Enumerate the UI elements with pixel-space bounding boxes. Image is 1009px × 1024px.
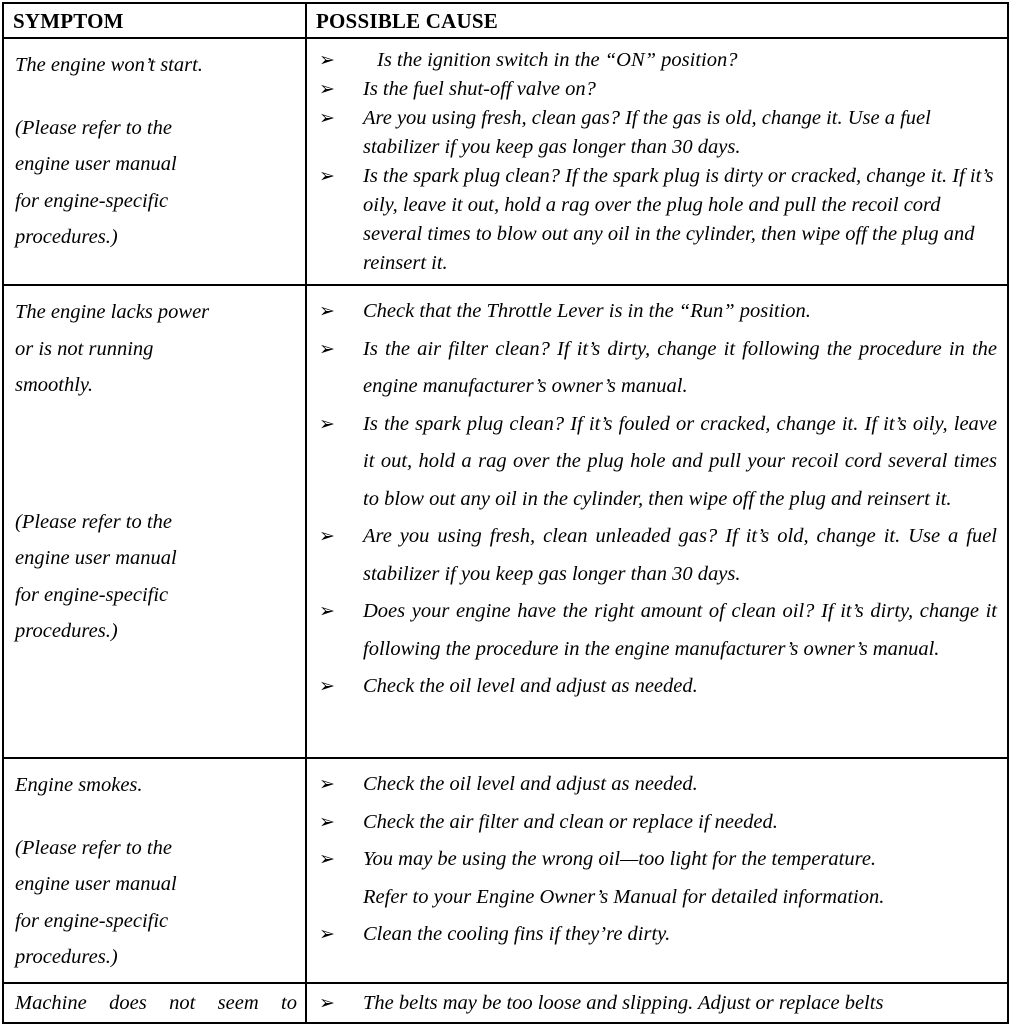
table-header-row <box>3 3 1008 38</box>
header-cell-cause <box>306 3 1008 38</box>
cause-list-4 <box>307 988 997 1018</box>
list-item <box>307 75 997 104</box>
symptom-line: smoothly. <box>15 374 94 396</box>
symptom-line: The engine lacks power <box>15 301 210 323</box>
list-item <box>307 988 997 1018</box>
symptom-cell-1 <box>3 38 306 285</box>
list-item <box>307 104 997 162</box>
symptom-line: or is not running <box>15 337 154 360</box>
list-item <box>307 293 997 331</box>
list-item <box>307 916 997 954</box>
note-line: engine user manual <box>15 547 177 569</box>
list-item <box>307 331 997 406</box>
list-item-text: Are you using fresh, clean unleaded gas? If it’s old, change it. Use a fuel stabilizer if you keep gas longer than 30 days. <box>363 525 997 585</box>
list-item <box>307 593 997 668</box>
list-item-text: Is the spark plug clean? If it’s fouled or cracked, change it. If it’s oily, leave it out, hold a rag over the plug hole and pull your recoil cord several times to blow out any oil in the cylinder, then wipe off the plug and reinsert it. <box>363 412 997 510</box>
symptom-line: The engine won’t start. <box>15 54 203 76</box>
arrow-bullet-icon: ➢ <box>319 810 335 833</box>
arrow-bullet-icon: ➢ <box>319 991 335 1014</box>
list-item-text: Check the oil level and adjust as needed. <box>363 773 698 795</box>
symptom-text-4 <box>4 984 305 1018</box>
list-item-text: Is the fuel shut-off valve on? <box>363 78 596 100</box>
troubleshooting-table <box>2 2 1009 1024</box>
arrow-bullet-icon: ➢ <box>319 300 335 322</box>
symptom-cell-4 <box>3 983 306 1023</box>
note-line: (Please refer to the <box>15 836 172 859</box>
table-row <box>3 983 1008 1023</box>
symptom-line: Machine does not seem to <box>15 991 297 1014</box>
arrow-bullet-icon: ➢ <box>319 107 335 129</box>
arrow-bullet-icon: ➢ <box>319 675 335 697</box>
note-line: (Please refer to the <box>15 116 172 139</box>
note-line: for engine-specific <box>15 909 169 932</box>
list-item-text: Are you using fresh, clean gas? If the gas is old, change it. Use a fuel stabilizer if you keep gas longer than 30 days. <box>363 107 931 158</box>
note-line: procedures.) <box>15 226 118 248</box>
table-row <box>3 758 1008 983</box>
list-item <box>307 518 997 593</box>
spacer <box>15 804 297 830</box>
column-header-symptom: SYMPTOM <box>13 9 124 33</box>
arrow-bullet-icon: ➢ <box>319 848 335 870</box>
symptom-line: Engine smokes. <box>15 774 143 796</box>
column-header-possible-cause: POSSIBLE CAUSE <box>316 9 498 33</box>
note-line: for engine-specific <box>15 583 169 606</box>
symptom-text-1 <box>4 39 305 262</box>
spacer <box>15 84 297 110</box>
note-line: engine user manual <box>15 153 177 175</box>
list-item <box>307 804 997 842</box>
cause-text-1 <box>307 39 1007 284</box>
cause-cell-3 <box>306 758 1008 983</box>
list-item <box>307 162 997 278</box>
list-item-text: Check the oil level and adjust as needed. <box>363 675 698 697</box>
note-line: engine user manual <box>15 873 177 895</box>
note-line: for engine-specific <box>15 189 169 212</box>
symptom-text-3 <box>4 759 305 982</box>
arrow-bullet-icon: ➢ <box>319 49 335 71</box>
arrow-bullet-icon: ➢ <box>319 600 335 622</box>
list-item-text: Does your engine have the right amount of clean oil? If it’s dirty, change it following the procedure in the engine manufacturer’s owner’s manual. <box>363 600 997 660</box>
list-item-text: Is the ignition switch in the “ON” position? <box>377 49 738 71</box>
arrow-bullet-icon: ➢ <box>319 923 335 945</box>
list-item-text: You may be using the wrong oil—too light for the temperature. <box>363 848 877 870</box>
list-item-text: Check the air filter and clean or replace if needed. <box>363 810 778 833</box>
table-row <box>3 285 1008 758</box>
header-cell-symptom <box>3 3 306 38</box>
list-item-text: Is the air filter clean? If it’s dirty, change it following the procedure in the engine manufacturer’s owner’s manual. <box>363 337 997 397</box>
cause-text-2 <box>307 286 1007 712</box>
arrow-bullet-icon: ➢ <box>319 525 335 547</box>
arrow-bullet-icon: ➢ <box>319 773 335 795</box>
cause-list-2 <box>307 293 997 706</box>
note-line: procedures.) <box>15 620 118 642</box>
table-row <box>3 38 1008 285</box>
troubleshooting-document <box>0 2 1009 1014</box>
list-item <box>307 46 997 75</box>
arrow-bullet-icon: ➢ <box>319 165 335 187</box>
arrow-bullet-icon: ➢ <box>319 337 335 360</box>
list-item <box>307 766 997 804</box>
cause-list-3 <box>307 766 997 954</box>
cause-cell-4 <box>306 983 1008 1023</box>
arrow-bullet-icon: ➢ <box>319 412 335 435</box>
note-line: (Please refer to the <box>15 510 172 533</box>
cause-text-3 <box>307 759 1007 960</box>
cause-cell-2 <box>306 285 1008 758</box>
arrow-bullet-icon: ➢ <box>319 78 335 100</box>
symptom-text-2 <box>4 286 305 656</box>
list-item-text: Is the spark plug clean? If the spark plug is dirty or cracked, change it. If it’s oily, leave it out, hold a rag over the plug hole and pull the recoil cord several times to blow out any oil in the cylinder, then wipe off the plug and reinsert it. <box>363 165 994 274</box>
spacer <box>15 404 297 504</box>
list-item <box>307 841 997 916</box>
list-item <box>307 406 997 519</box>
list-item-text: Check that the Throttle Lever is in the “Run” position. <box>363 300 811 322</box>
note-line: procedures.) <box>15 946 118 968</box>
cause-text-4 <box>307 984 1007 1018</box>
list-item-text: Clean the cooling fins if they’re dirty. <box>363 923 671 945</box>
symptom-cell-2 <box>3 285 306 758</box>
list-item-continuation-text: Refer to your Engine Owner’s Manual for detailed information. <box>363 885 885 908</box>
list-item <box>307 668 997 706</box>
cause-cell-1 <box>306 38 1008 285</box>
cause-list-1 <box>307 46 997 278</box>
symptom-cell-3 <box>3 758 306 983</box>
list-item-text: The belts may be too loose and slipping. Adjust or replace belts <box>363 991 884 1014</box>
